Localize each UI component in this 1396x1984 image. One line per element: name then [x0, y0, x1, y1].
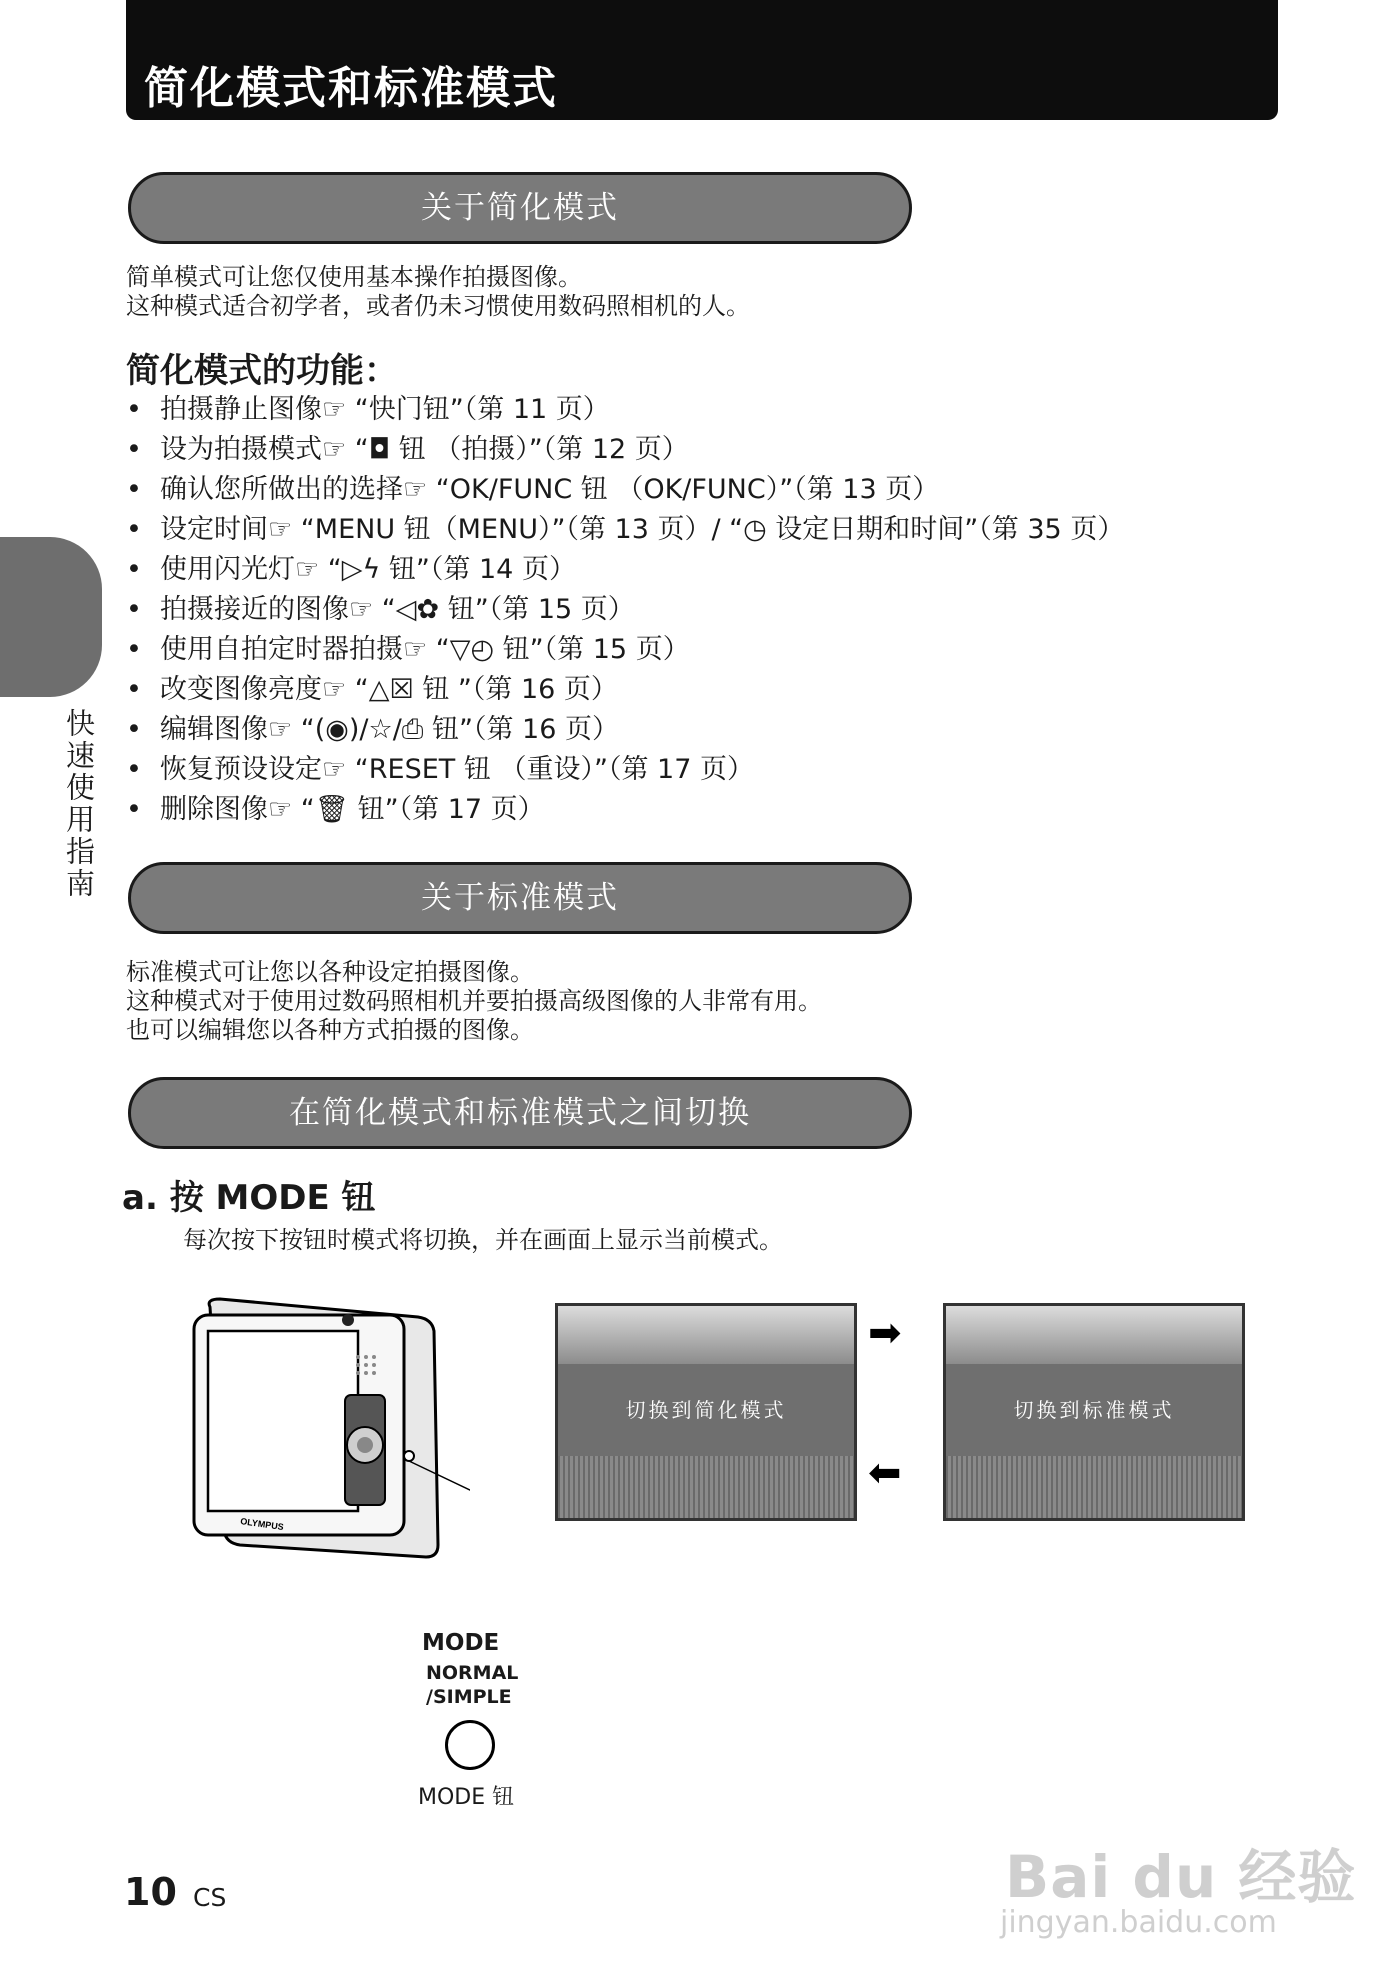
camera-brand: OLYMPUS	[239, 1516, 285, 1533]
list-item-text: 设为拍摄模式☞ “◘ 钮 （拍摄）”（第 12 页）	[160, 434, 689, 465]
section-heading-switch: 在简化模式和标准模式之间切换	[128, 1077, 912, 1149]
list-item-text: 编辑图像☞ “(◉)/☆/⎙ 钮”（第 16 页）	[160, 714, 619, 745]
features-heading: 简化模式的功能：	[126, 351, 398, 391]
list-item: • 恢复预设设定☞ “RESET 钮 （重设）”（第 17 页）	[126, 754, 754, 785]
section-heading-standard: 关于标准模式	[128, 862, 912, 934]
screen-sky	[558, 1306, 854, 1364]
side-tab-label: 快速使用指南	[62, 708, 96, 900]
list-item: • 编辑图像☞ “(◉)/☆/⎙ 钮”（第 16 页）	[126, 714, 619, 745]
mode-button-label: MODE 钮	[418, 1785, 515, 1810]
list-item: • 拍摄接近的图像☞ “◁✿ 钮”（第 15 页）	[126, 594, 635, 625]
list-item: • 使用自拍定时器拍摄☞ “▽◴ 钮”（第 15 页）	[126, 634, 690, 665]
standard-intro	[126, 958, 822, 1045]
list-item-text: 拍摄静止图像☞ “快门钮”（第 11 页）	[160, 394, 610, 425]
section-heading-simple: 关于简化模式	[128, 172, 912, 244]
list-item-text: 使用闪光灯☞ “▷ϟ 钮”（第 14 页）	[160, 554, 576, 585]
mode-button-normal: NORMAL	[426, 1662, 519, 1684]
text-line: 标准模式可让您以各种设定拍摄图像。	[126, 958, 534, 986]
list-item-text: 拍摄接近的图像☞ “◁✿ 钮”（第 15 页）	[160, 594, 635, 625]
list-item-text: 恢复预设设定☞ “RESET 钮 （重设）”（第 17 页）	[160, 754, 754, 785]
screen-label: 切换到简化模式	[625, 1398, 787, 1422]
mode-button-circle-icon	[445, 1720, 495, 1770]
text-line: 也可以编辑您以各种方式拍摄的图像。	[126, 1016, 534, 1044]
list-item-text: 设定时间☞ “MENU 钮（MENU）”（第 13 页）/ “◷ 设定日期和时间”（第 35 页）	[160, 514, 1125, 545]
screen-simple-mode	[555, 1303, 857, 1521]
list-item-text: 确认您所做出的选择☞ “OK/FUNC 钮 （OK/FUNC）”（第 13 页）	[160, 474, 940, 505]
list-item-text: 删除图像☞ “🗑 钮”（第 17 页）	[160, 794, 545, 825]
text-line: 这种模式适合初学者，或者仍未习惯使用数码照相机的人。	[126, 292, 750, 320]
watermark-logo: Bai du 经验	[1005, 1843, 1357, 1911]
list-item-text: 改变图像亮度☞ “△☒ 钮 ”（第 16 页）	[160, 674, 618, 705]
list-item: • 确认您所做出的选择☞ “OK/FUNC 钮 （OK/FUNC）”（第 13 页）	[126, 474, 940, 505]
list-item: • 使用闪光灯☞ “▷ϟ 钮”（第 14 页）	[126, 554, 576, 585]
list-item: • 拍摄静止图像☞ “快门钮”（第 11 页）	[126, 394, 610, 425]
arrow-left-icon: ⬅	[868, 1450, 902, 1496]
screen-label: 切换到标准模式	[1013, 1398, 1175, 1422]
list-item: • 设定时间☞ “MENU 钮（MENU）”（第 13 页）/ “◷ 设定日期和时间”（第 35 页）	[126, 514, 1125, 545]
list-item-text: 使用自拍定时器拍摄☞ “▽◴ 钮”（第 15 页）	[160, 634, 690, 665]
page-language: CS	[193, 1883, 227, 1912]
mode-button-simple: /SIMPLE	[426, 1686, 512, 1708]
header-bar	[126, 0, 1278, 120]
feature-list	[126, 390, 1124, 830]
step-a-title: a. 按 MODE 钮	[122, 1178, 376, 1218]
screen-sky	[946, 1306, 1242, 1364]
list-item: • 删除图像☞ “🗑 钮”（第 17 页）	[126, 794, 545, 825]
page-number: 10	[124, 1870, 177, 1914]
step-a-description: 每次按下按钮时模式将切换，并在画面上显示当前模式。	[183, 1226, 783, 1254]
screen-grass	[558, 1456, 854, 1518]
mode-button-caption: MODE	[422, 1630, 500, 1656]
text-line: 这种模式对于使用过数码照相机并要拍摄高级图像的人非常有用。	[126, 987, 822, 1015]
list-item: • 改变图像亮度☞ “△☒ 钮 ”（第 16 页）	[126, 674, 618, 705]
simple-intro	[126, 263, 750, 321]
screen-standard-mode	[943, 1303, 1245, 1521]
list-item: • 设为拍摄模式☞ “◘ 钮 （拍摄）”（第 12 页）	[126, 434, 689, 465]
watermark-url: jingyan.baidu.com	[1000, 1905, 1277, 1940]
side-tab	[0, 537, 102, 697]
screen-grass	[946, 1456, 1242, 1518]
page-title: 简化模式和标准模式	[144, 63, 558, 114]
arrow-right-icon: ➡	[868, 1310, 902, 1356]
text-line: 简单模式可让您仅使用基本操作拍摄图像。	[126, 263, 582, 291]
